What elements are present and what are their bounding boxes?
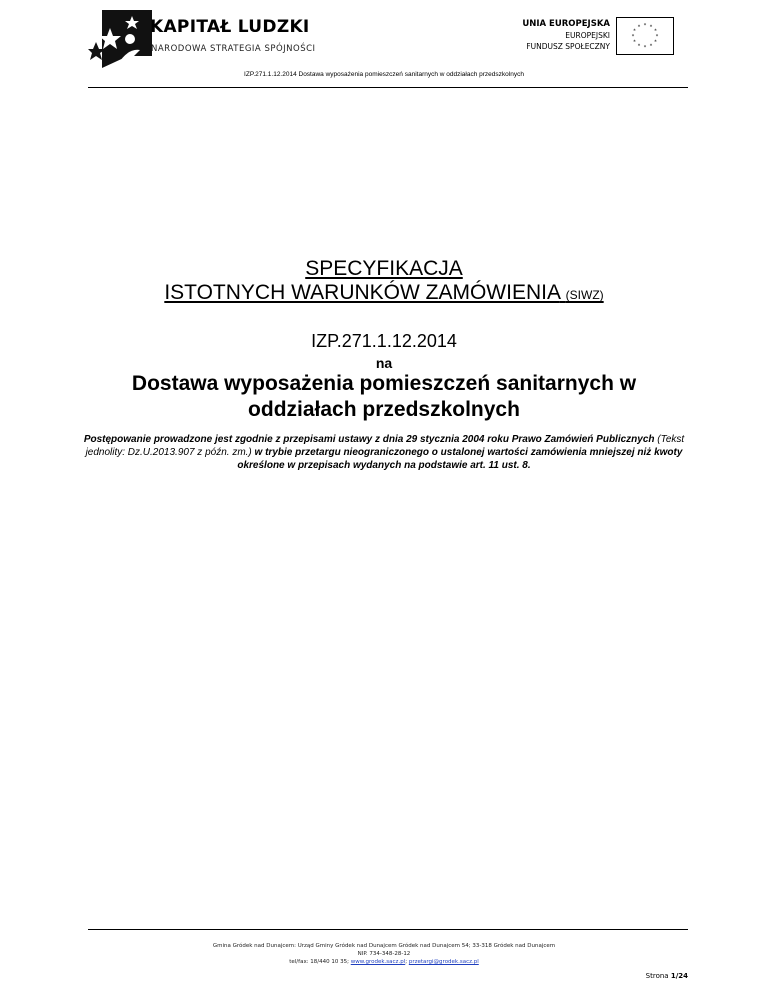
document-title-line-2 [0,281,768,305]
reference-number: IZP.271.1.12.2014 [311,331,457,351]
eu-text-block [522,19,610,52]
svg-text:*: * [643,23,647,29]
website-link[interactable]: www.grodek.sacz.pl [350,959,406,965]
legal-part-3: w trybie przetargu nieograniczonego o ustalonej wartości zamówienia mniejszej niż kwoty określone w przepisach wydanych na podstawie art. 11 ust. 8. [237,447,683,471]
title-main-text: ISTOTNYCH WARUNKÓW ZAMÓWIENIA [164,281,560,304]
header-caption: IZP.271.1.12.2014 Dostawa wyposażenia pomieszczeń sanitarnych w oddziałach przedszkolnych [244,71,524,78]
svg-text:*: * [633,39,636,46]
svg-text:*: * [649,43,653,50]
procurement-subject: Dostawa wyposażenia pomieszczeń sanitarnych w oddziałach przedszkolnych [131,372,637,421]
legal-part-2: (Tekst jednolity: Dz.U.2013.907 z późn. zm.) [85,434,685,458]
footer-address [0,942,768,966]
eu-flag-icon [616,17,674,55]
svg-text:*: * [654,28,657,35]
svg-text:*: * [655,34,659,40]
svg-text:*: * [633,28,636,35]
svg-text:*: * [631,34,635,40]
svg-text:*: * [637,43,641,50]
title-abbreviation: (SIWZ) [565,288,604,302]
kapital-ludzki-subtitle: NARODOWA STRATEGIA SPÓJNOŚCI [151,44,316,54]
connector-word: na [375,355,393,371]
svg-text:*: * [649,24,653,31]
footer-line-1: Gmina Gródek nad Dunajcem: Urząd Gminy Gródek nad Dunajcem Gródek nad Dunajcem 54; 33-318 Gródek nad Dunajcem [212,943,556,949]
eu-line-2: EUROPEJSKI [565,31,610,40]
svg-text:*: * [643,45,647,51]
svg-text:*: * [637,24,641,31]
eu-line-1: UNIA EUROPEJSKA [522,19,610,29]
page-value: 1/24 [670,972,688,980]
kapital-ludzki-title: KAPITAŁ LUDZKI [150,17,310,37]
kapital-ludzki-logo [88,8,154,70]
eu-line-3: FUNDUSZ SPOŁECZNY [526,42,610,51]
legal-part-1: Postępowanie prowadzone jest zgodnie z przepisami ustawy z dnia 29 stycznia 2004 roku Prawo Zamówień Publicznych [83,434,655,445]
email-link[interactable]: przetargi@grodek.sacz.pl [408,959,479,965]
footer-line-3 [0,958,768,966]
header-divider [88,87,688,88]
document-title-line-1: SPECYFIKACJA [305,257,463,280]
page-label: Strona [645,972,671,980]
footer-separator: ; [405,959,409,965]
legal-basis-paragraph [80,433,688,472]
svg-text:*: * [654,39,657,46]
page-number [646,972,688,980]
footer-line-2: NIP. 734-348-28-12 [357,951,411,957]
footer-phone: tel/fax: 18/440 10 35; [289,959,351,965]
footer-divider [88,929,688,930]
